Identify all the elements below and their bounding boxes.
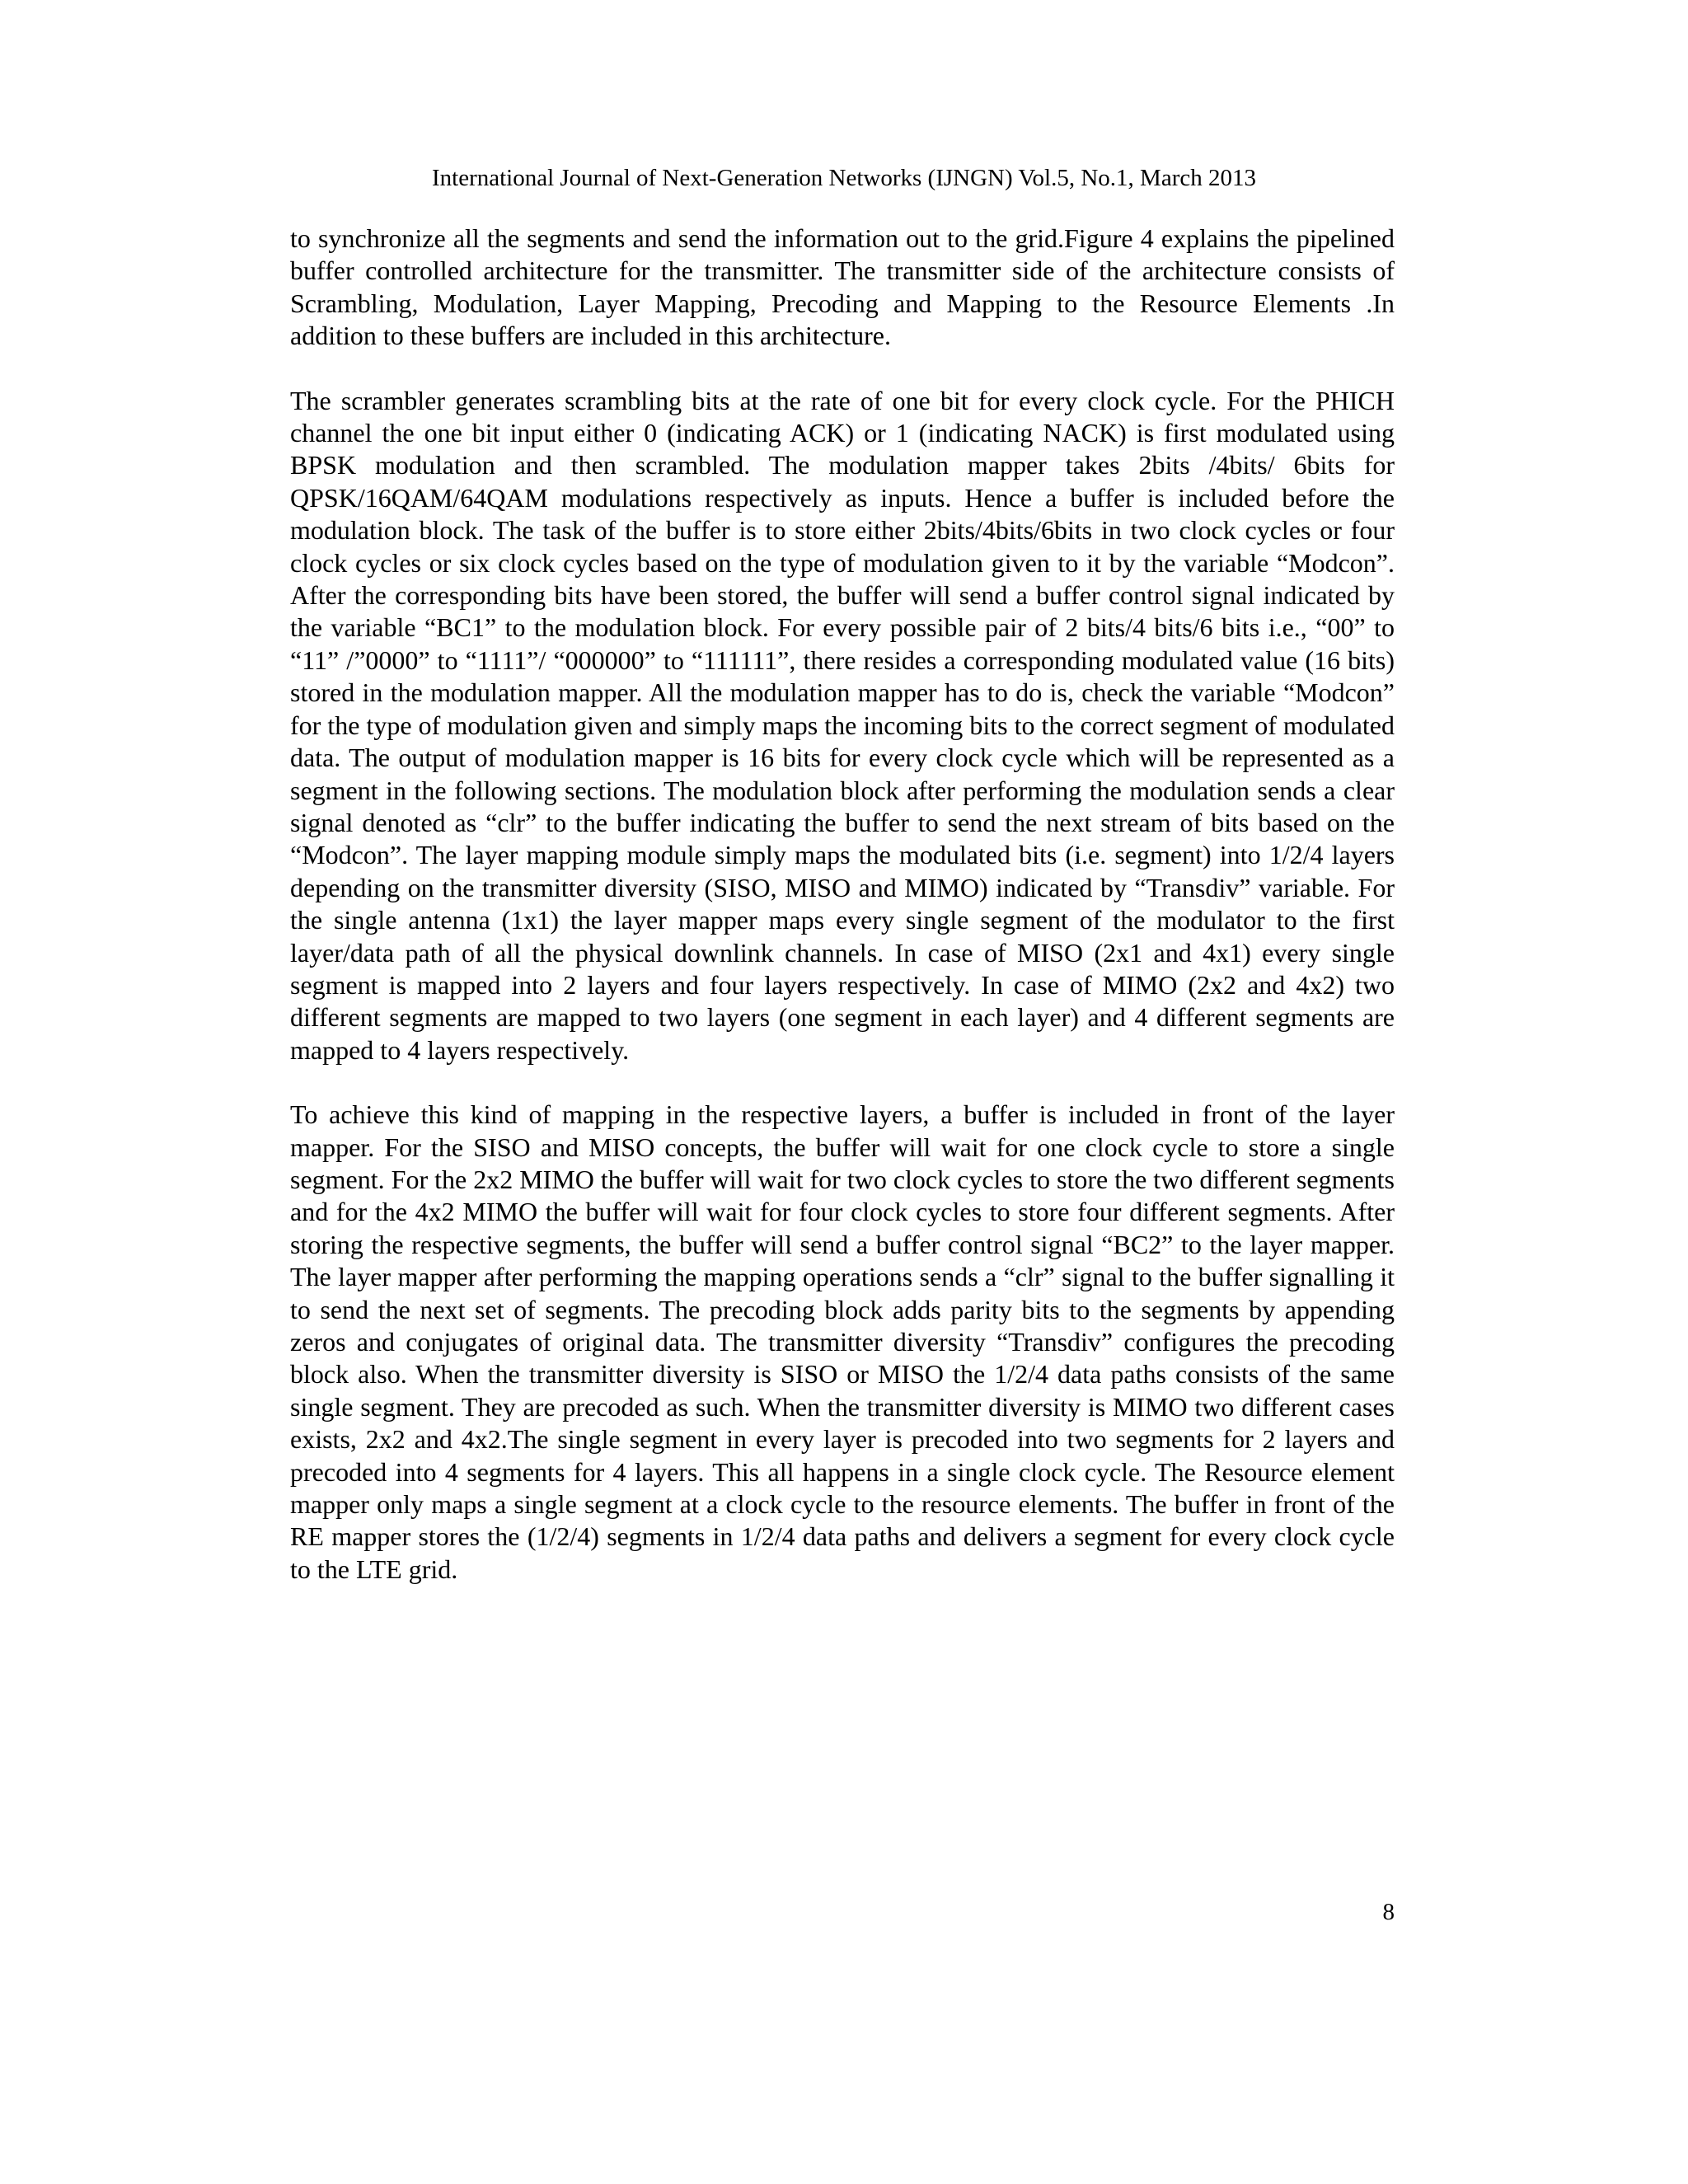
- paragraph-3: To achieve this kind of mapping in the respective layers, a buffer is included in front of the layer mapper. For the SISO and MISO concepts, the buffer will wait for one clock cycle to store a single segment. For the 2x2 MIMO the buffer will wait for two clock cycles to store the two different segments and for the 4x2 MIMO the buffer will wait for four clock cycles to store four different segments. After storing the respective segments, the buffer will send a buffer control signal “BC2” to the layer mapper. The layer mapper after performing the mapping operations sends a “clr” signal to the buffer signalling it to send the next set of segments. The precoding block adds parity bits to the segments by appending zeros and conjugates of original data. The transmitter diversity “Transdiv” configures the precoding block also. When the transmitter diversity is SISO or MISO the 1/2/4 data paths consists of the same single segment. They are precoded as such. When the transmitter diversity is MIMO two different cases exists, 2x2 and 4x2.The single segment in every layer is precoded into two segments for 2 layers and precoded into 4 segments for 4 layers. This all happens in a single clock cycle. The Resource element mapper only maps a single segment at a clock cycle to the resource elements. The buffer in front of the RE mapper stores the (1/2/4) segments in 1/2/4 data paths and delivers a segment for every clock cycle to the LTE grid.: [290, 1099, 1395, 1584]
- paragraph-1: to synchronize all the segments and send the information out to the grid.Figure 4 explains the pipelined buffer controlled architecture for the transmitter. The transmitter side of the architecture consists of Scrambling, Modulation, Layer Mapping, Precoding and Mapping to the Resource Elements .In addition to these buffers are included in this architecture.: [290, 223, 1395, 351]
- journal-running-header: International Journal of Next-Generation Networks (IJNGN) Vol.5, No.1, March 2013: [431, 165, 1256, 191]
- body-text: [290, 223, 1395, 1586]
- page-number: 8: [1382, 1899, 1395, 1925]
- paragraph-2: The scrambler generates scrambling bits at the rate of one bit for every clock cycle. For the PHICH channel the one bit input either 0 (indicating ACK) or 1 (indicating NACK) is first modulated using BPSK modulation and then scrambled. The modulation mapper takes 2bits /4bits/ 6bits for QPSK/16QAM/64QAM modulations respectively as inputs. Hence a buffer is included before the modulation block. The task of the buffer is to store either 2bits/4bits/6bits in two clock cycles or four clock cycles or six clock cycles based on the type of modulation given to it by the variable “Modcon”. After the corresponding bits have been stored, the buffer will send a buffer control signal indicated by the variable “BC1” to the modulation block. For every possible pair of 2 bits/4 bits/6 bits i.e., “00” to “11” /”0000” to “1111”/ “000000” to “111111”, there resides a corresponding modulated value (16 bits) stored in the modulation mapper. All the modulation mapper has to do is, check the variable “Modcon” for the type of modulation given and simply maps the incoming bits to the correct segment of modulated data. The output of modulation mapper is 16 bits for every clock cycle which will be represented as a segment in the following sections. The modulation block after performing the modulation sends a clear signal denoted as “clr” to the buffer indicating the buffer to send the next stream of bits based on the “Modcon”. The layer mapping module simply maps the modulated bits (i.e. segment) into 1/2/4 layers depending on the transmitter diversity (SISO, MISO and MIMO) indicated by “Transdiv” variable. For the single antenna (1x1) the layer mapper maps every single segment of the modulator to the first layer/data path of all the physical downlink channels. In case of MISO (2x1 and 4x1) every single segment is mapped into 2 layers and four layers respectively. In case of MIMO (2x2 and 4x2) two different segments are mapped to two layers (one segment in each layer) and 4 different segments are mapped to 4 layers respectively.: [290, 385, 1395, 1065]
